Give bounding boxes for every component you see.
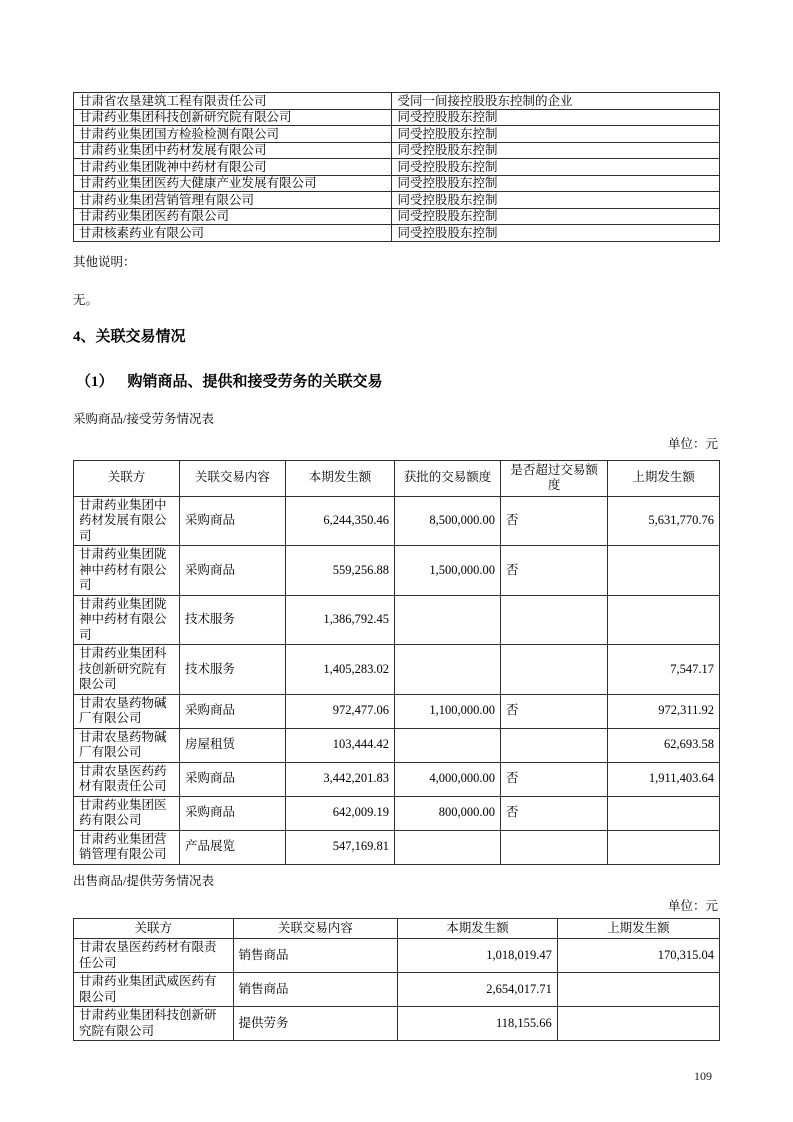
- party-name-cell: 甘肃药业集团医药有限公司: [74, 208, 392, 225]
- table-row: [74, 109, 720, 126]
- approved-amount-cell: [395, 595, 501, 645]
- transaction-content-cell: 提供劳务: [233, 1007, 398, 1041]
- table-row: [74, 796, 720, 830]
- subsection-number: （1）: [76, 373, 114, 390]
- table-row: [74, 762, 720, 796]
- party-name-cell: 甘肃药业集团科技创新研究院有限公司: [74, 645, 180, 695]
- party-name-cell: 甘肃核素药业有限公司: [74, 225, 392, 242]
- purchase-table: [73, 460, 720, 865]
- relation-cell: 同受控股股东控制: [392, 175, 720, 192]
- table-row: [74, 694, 720, 728]
- column-header: 本期发生额: [398, 918, 558, 939]
- prior-amount-cell: 5,631,770.76: [608, 496, 720, 546]
- table-row: [74, 645, 720, 695]
- party-name-cell: 甘肃药业集团中药材发展有限公司: [74, 496, 180, 546]
- prior-amount-cell: [608, 796, 720, 830]
- table-row: [74, 225, 720, 242]
- table-row: [74, 175, 720, 192]
- party-name-cell: 甘肃农垦医药药材有限责任公司: [74, 939, 234, 973]
- prior-amount-cell: [557, 973, 719, 1007]
- prior-amount-cell: 62,693.58: [608, 728, 720, 762]
- approved-amount-cell: [395, 728, 501, 762]
- exceeded-cell: 否: [500, 546, 607, 596]
- subsection-heading: [73, 374, 720, 391]
- party-name-cell: 甘肃药业集团武威医药有限公司: [74, 973, 234, 1007]
- current-amount-cell: 642,009.19: [285, 796, 394, 830]
- table-row: [74, 208, 720, 225]
- current-amount-cell: 118,155.66: [398, 1007, 558, 1041]
- section-heading: 4、关联交易情况: [73, 328, 186, 345]
- current-amount-cell: 1,386,792.45: [285, 595, 394, 645]
- approved-amount-cell: 800,000.00: [395, 796, 501, 830]
- approved-amount-cell: [395, 830, 501, 864]
- party-name-cell: 甘肃药业集团科技创新研究院有限公司: [74, 109, 392, 126]
- transaction-content-cell: 销售商品: [233, 973, 398, 1007]
- party-name-cell: 甘肃药业集团陇神中药材有限公司: [74, 546, 180, 596]
- column-header: 关联交易内容: [179, 460, 285, 496]
- column-header: 关联方: [74, 460, 180, 496]
- column-header: 获批的交易额度: [395, 460, 501, 496]
- exceeded-cell: 否: [500, 496, 607, 546]
- party-name-cell: 甘肃药业集团营销管理有限公司: [74, 830, 180, 864]
- prior-amount-cell: 7,547.17: [608, 645, 720, 695]
- prior-amount-cell: [608, 546, 720, 596]
- page-number: 109: [694, 1069, 712, 1083]
- party-name-cell: 甘肃药业集团医药大健康产业发展有限公司: [74, 175, 392, 192]
- column-header: 上期发生额: [608, 460, 720, 496]
- transaction-content-cell: 产品展览: [179, 830, 285, 864]
- table-row: [74, 1007, 720, 1041]
- relation-cell: 同受控股股东控制: [392, 126, 720, 143]
- party-name-cell: 甘肃省农垦建筑工程有限责任公司: [74, 93, 392, 110]
- other-note-label: 其他说明：: [73, 254, 136, 269]
- party-name-cell: 甘肃药业集团陇神中药材有限公司: [74, 595, 180, 645]
- column-header: 上期发生额: [557, 918, 719, 939]
- table-row: [74, 728, 720, 762]
- current-amount-cell: 972,477.06: [285, 694, 394, 728]
- party-name-cell: 甘肃药业集团医药有限公司: [74, 796, 180, 830]
- current-amount-cell: 103,444.42: [285, 728, 394, 762]
- current-amount-cell: 547,169.81: [285, 830, 394, 864]
- transaction-content-cell: 采购商品: [179, 796, 285, 830]
- prior-amount-cell: [557, 1007, 719, 1041]
- table-row: [74, 939, 720, 973]
- current-amount-cell: 559,256.88: [285, 546, 394, 596]
- table-row: [74, 93, 720, 110]
- column-header: 是否超过交易额度: [500, 460, 607, 496]
- party-name-cell: 甘肃农垦医药药材有限责任公司: [74, 762, 180, 796]
- party-name-cell: 甘肃药业集团国方检验检测有限公司: [74, 126, 392, 143]
- transaction-content-cell: 销售商品: [233, 939, 398, 973]
- relation-cell: 同受控股股东控制: [392, 208, 720, 225]
- transaction-content-cell: 采购商品: [179, 694, 285, 728]
- relation-cell: 同受控股股东控制: [392, 225, 720, 242]
- current-amount-cell: 1,405,283.02: [285, 645, 394, 695]
- approved-amount-cell: 8,500,000.00: [395, 496, 501, 546]
- purchase-unit-label: 单位：元: [667, 436, 718, 451]
- table-row: [74, 496, 720, 546]
- exceeded-cell: [500, 595, 607, 645]
- relation-cell: 同受控股股东控制: [392, 192, 720, 209]
- sales-table-caption: 出售商品/提供劳务情况表: [73, 873, 214, 888]
- table-row: [74, 595, 720, 645]
- party-name-cell: 甘肃药业集团陇神中药材有限公司: [74, 159, 392, 176]
- column-header: 关联方: [74, 918, 234, 939]
- prior-amount-cell: 972,311.92: [608, 694, 720, 728]
- exceeded-cell: [500, 645, 607, 695]
- relation-cell: 受同一间接控股股东控制的企业: [392, 93, 720, 110]
- column-header: 本期发生额: [285, 460, 394, 496]
- current-amount-cell: 3,442,201.83: [285, 762, 394, 796]
- prior-amount-cell: [608, 830, 720, 864]
- party-name-cell: 甘肃农垦药物碱厂有限公司: [74, 728, 180, 762]
- prior-amount-cell: [608, 595, 720, 645]
- exceeded-cell: 否: [500, 762, 607, 796]
- transaction-content-cell: 技术服务: [179, 595, 285, 645]
- relation-cell: 同受控股股东控制: [392, 142, 720, 159]
- table-row: [74, 546, 720, 596]
- column-header: 关联交易内容: [233, 918, 398, 939]
- exceeded-cell: [500, 830, 607, 864]
- party-name-cell: 甘肃农垦药物碱厂有限公司: [74, 694, 180, 728]
- related-parties-table: [73, 92, 720, 242]
- other-note-value: 无。: [73, 292, 99, 307]
- approved-amount-cell: [395, 645, 501, 695]
- approved-amount-cell: 1,500,000.00: [395, 546, 501, 596]
- page-content: [73, 0, 720, 1084]
- table-row: [74, 159, 720, 176]
- subsection-title: 购销商品、提供和接受劳务的关联交易: [127, 373, 383, 390]
- exceeded-cell: 否: [500, 796, 607, 830]
- transaction-content-cell: 采购商品: [179, 546, 285, 596]
- approved-amount-cell: 1,100,000.00: [395, 694, 501, 728]
- party-name-cell: 甘肃药业集团科技创新研究院有限公司: [74, 1007, 234, 1041]
- transaction-content-cell: 技术服务: [179, 645, 285, 695]
- current-amount-cell: 6,244,350.46: [285, 496, 394, 546]
- prior-amount-cell: 1,911,403.64: [608, 762, 720, 796]
- purchase-table-header-row: [74, 460, 720, 496]
- purchase-table-caption: 采购商品/接受劳务情况表: [73, 411, 214, 426]
- transaction-content-cell: 采购商品: [179, 496, 285, 546]
- current-amount-cell: 2,654,017.71: [398, 973, 558, 1007]
- current-amount-cell: 1,018,019.47: [398, 939, 558, 973]
- prior-amount-cell: 170,315.04: [557, 939, 719, 973]
- party-name-cell: 甘肃药业集团营销管理有限公司: [74, 192, 392, 209]
- relation-cell: 同受控股股东控制: [392, 159, 720, 176]
- approved-amount-cell: 4,000,000.00: [395, 762, 501, 796]
- transaction-content-cell: 采购商品: [179, 762, 285, 796]
- sales-unit-label: 单位：元: [667, 898, 718, 913]
- relation-cell: 同受控股股东控制: [392, 109, 720, 126]
- party-name-cell: 甘肃药业集团中药材发展有限公司: [74, 142, 392, 159]
- exceeded-cell: 否: [500, 694, 607, 728]
- sales-table: [73, 918, 720, 1042]
- table-row: [74, 126, 720, 143]
- sales-table-header-row: [74, 918, 720, 939]
- table-row: [74, 142, 720, 159]
- table-row: [74, 830, 720, 864]
- transaction-content-cell: 房屋租赁: [179, 728, 285, 762]
- table-row: [74, 192, 720, 209]
- exceeded-cell: [500, 728, 607, 762]
- table-row: [74, 973, 720, 1007]
